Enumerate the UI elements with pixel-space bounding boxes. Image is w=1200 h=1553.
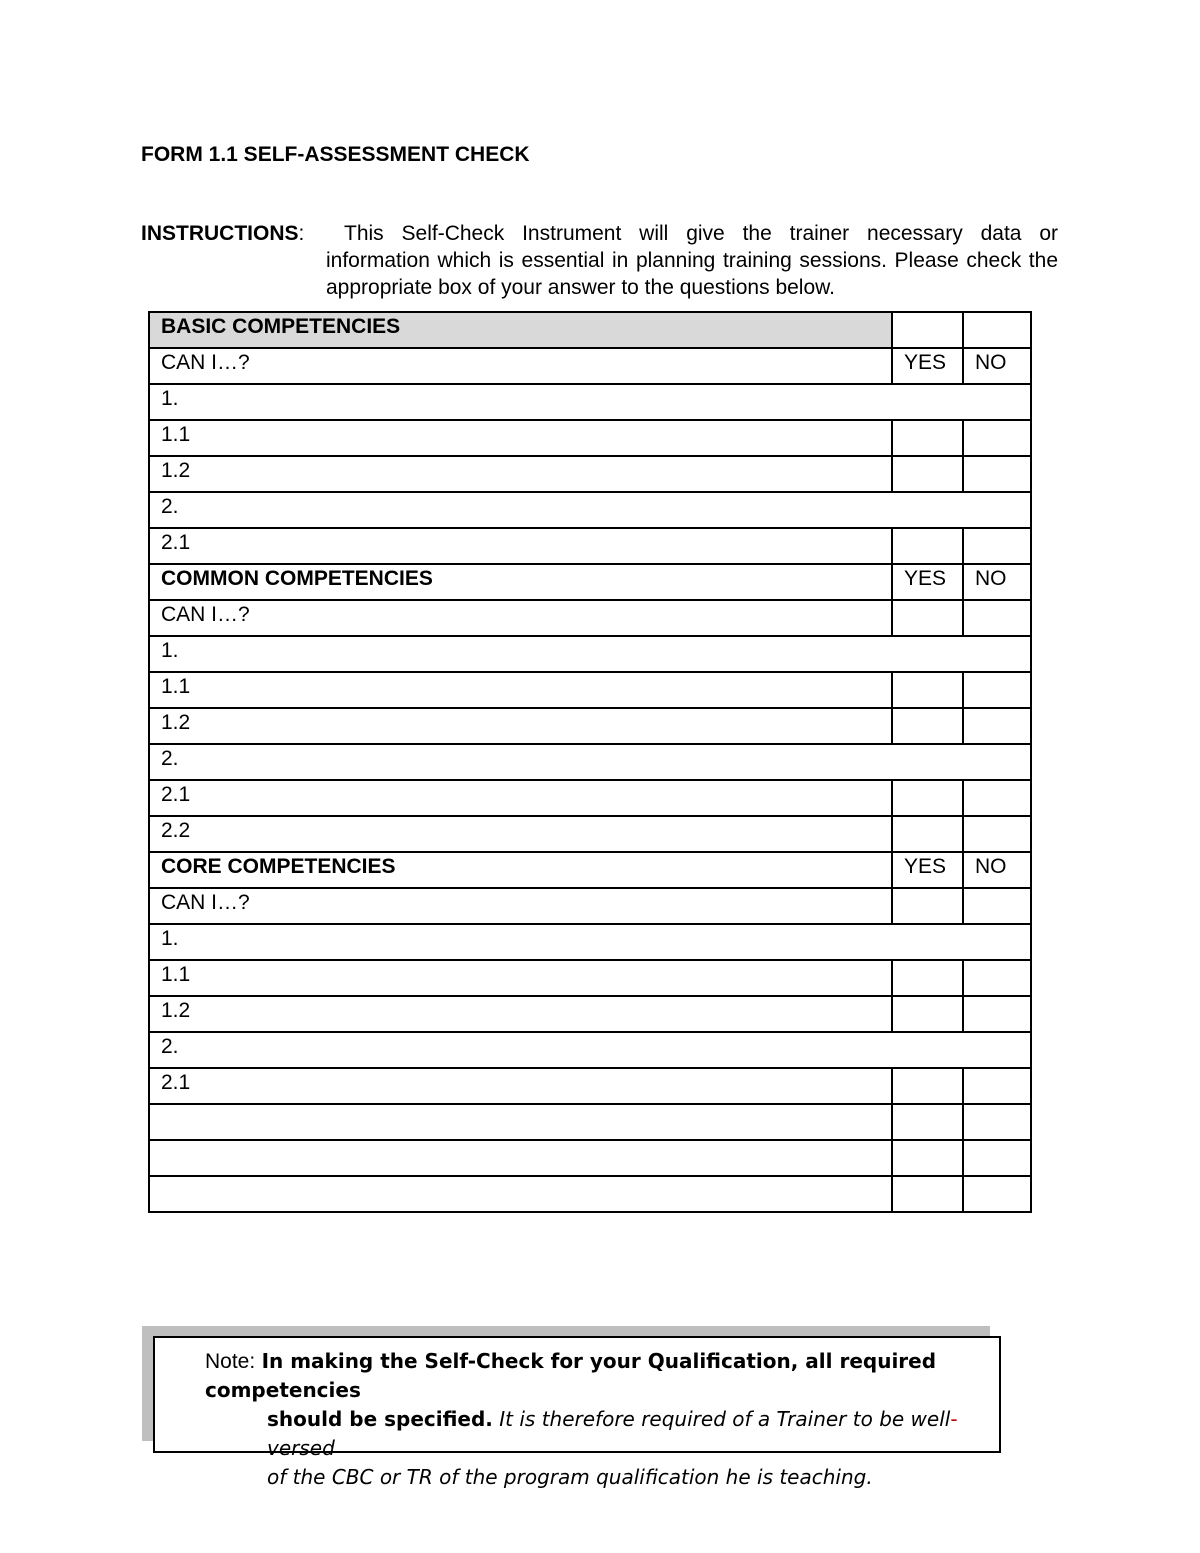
yes-checkbox-cell[interactable] xyxy=(892,780,963,816)
yes-checkbox-cell[interactable] xyxy=(892,1068,963,1104)
can-i-label: CAN I…? xyxy=(149,888,892,924)
table-row-blank xyxy=(149,1104,1031,1140)
table-row xyxy=(149,1068,1031,1104)
no-checkbox-cell[interactable] xyxy=(963,1068,1031,1104)
table-row-blank xyxy=(149,1176,1031,1212)
note-italic-line3: of the CBC or TR of the program qualification he is teaching. xyxy=(267,1465,873,1489)
yes-checkbox-cell[interactable] xyxy=(892,672,963,708)
no-checkbox-cell[interactable] xyxy=(963,312,1031,348)
table-row xyxy=(149,1032,1031,1068)
table-row xyxy=(149,492,1031,528)
note-text xyxy=(205,1347,990,1492)
no-checkbox-cell[interactable] xyxy=(963,960,1031,996)
item-number[interactable]: 1.1 xyxy=(149,960,892,996)
no-checkbox-cell[interactable] xyxy=(963,456,1031,492)
yes-column-label: YES xyxy=(892,564,963,600)
item-number[interactable]: 2. xyxy=(149,1032,1031,1068)
yes-checkbox-cell[interactable] xyxy=(892,996,963,1032)
common-competencies-heading: COMMON COMPETENCIES xyxy=(149,564,892,600)
no-checkbox-cell[interactable] xyxy=(963,780,1031,816)
no-column-label: NO xyxy=(963,348,1031,384)
table-row xyxy=(149,636,1031,672)
item-number[interactable]: 2.2 xyxy=(149,816,892,852)
yes-checkbox-cell[interactable] xyxy=(892,528,963,564)
no-column-label: NO xyxy=(963,852,1031,888)
note-italic-part2: versed xyxy=(267,1436,335,1460)
blank-item-cell[interactable] xyxy=(149,1104,892,1140)
item-number[interactable]: 2. xyxy=(149,492,1031,528)
no-checkbox-cell[interactable] xyxy=(963,816,1031,852)
instructions-colon: : xyxy=(298,222,305,245)
item-number[interactable]: 1.1 xyxy=(149,672,892,708)
table-row xyxy=(149,816,1031,852)
yes-checkbox-cell[interactable] xyxy=(892,816,963,852)
yes-checkbox-cell[interactable] xyxy=(892,420,963,456)
no-checkbox-cell[interactable] xyxy=(963,1104,1031,1140)
yes-checkbox-cell[interactable] xyxy=(892,1140,963,1176)
table-row-blank xyxy=(149,1140,1031,1176)
table-row xyxy=(149,708,1031,744)
core-heading-row xyxy=(149,852,1031,888)
can-i-label: CAN I…? xyxy=(149,600,892,636)
item-number[interactable]: 1.2 xyxy=(149,456,892,492)
item-number[interactable]: 1. xyxy=(149,384,1031,420)
item-number[interactable]: 2.1 xyxy=(149,1068,892,1104)
no-checkbox-cell[interactable] xyxy=(963,1176,1031,1212)
basic-competencies-heading: BASIC COMPETENCIES xyxy=(149,312,892,348)
yes-column-label: YES xyxy=(892,852,963,888)
yes-checkbox-cell[interactable] xyxy=(892,888,963,924)
instructions-label: INSTRUCTIONS xyxy=(141,222,299,245)
yes-column-label: YES xyxy=(892,348,963,384)
yes-checkbox-cell[interactable] xyxy=(892,1176,963,1212)
item-number[interactable]: 1. xyxy=(149,636,1031,672)
no-checkbox-cell[interactable] xyxy=(963,888,1031,924)
item-number[interactable]: 1.2 xyxy=(149,708,892,744)
table-row xyxy=(149,384,1031,420)
can-i-label: CAN I…? xyxy=(149,348,892,384)
table-row xyxy=(149,744,1031,780)
core-can-i-row xyxy=(149,888,1031,924)
basic-can-i-row xyxy=(149,348,1031,384)
no-checkbox-cell[interactable] xyxy=(963,708,1031,744)
basic-heading-row xyxy=(149,312,1031,348)
no-checkbox-cell[interactable] xyxy=(963,996,1031,1032)
item-number[interactable]: 1.2 xyxy=(149,996,892,1032)
note-bold-line2: should be specified. xyxy=(267,1407,493,1431)
note-italic-part1: It is therefore required of a Trainer to be well xyxy=(499,1407,951,1431)
item-number[interactable]: 2.1 xyxy=(149,528,892,564)
item-number[interactable]: 1.1 xyxy=(149,420,892,456)
yes-checkbox-cell[interactable] xyxy=(892,456,963,492)
form-title: FORM 1.1 SELF-ASSESSMENT CHECK xyxy=(141,143,530,166)
instructions xyxy=(141,220,1058,301)
no-checkbox-cell[interactable] xyxy=(963,672,1031,708)
instructions-text: This Self-Check Instrument will give the trainer necessary data or information which is essential in planning training sessions. Please check the appropriate box of your answer to the questions below. xyxy=(326,222,1058,299)
no-checkbox-cell[interactable] xyxy=(963,420,1031,456)
item-number[interactable]: 2.1 xyxy=(149,780,892,816)
yes-checkbox-cell[interactable] xyxy=(892,1104,963,1140)
item-number[interactable]: 2. xyxy=(149,744,1031,780)
no-checkbox-cell[interactable] xyxy=(963,1140,1031,1176)
table-row xyxy=(149,780,1031,816)
yes-checkbox-cell[interactable] xyxy=(892,708,963,744)
item-number[interactable]: 1. xyxy=(149,924,1031,960)
table-row xyxy=(149,672,1031,708)
blank-item-cell[interactable] xyxy=(149,1176,892,1212)
note-bold-line1: In making the Self-Check for your Qualification, all required competencies xyxy=(205,1349,937,1402)
table-row xyxy=(149,456,1031,492)
common-heading-row xyxy=(149,564,1031,600)
table-row xyxy=(149,528,1031,564)
table-row xyxy=(149,960,1031,996)
no-checkbox-cell[interactable] xyxy=(963,600,1031,636)
blank-item-cell[interactable] xyxy=(149,1140,892,1176)
note-line2 xyxy=(205,1405,990,1463)
self-assessment-table xyxy=(148,311,1032,1213)
core-competencies-heading: CORE COMPETENCIES xyxy=(149,852,892,888)
no-column-label: NO xyxy=(963,564,1031,600)
common-can-i-row xyxy=(149,600,1031,636)
yes-checkbox-cell[interactable] xyxy=(892,600,963,636)
table-row xyxy=(149,420,1031,456)
table-row xyxy=(149,924,1031,960)
note-dash: - xyxy=(950,1407,958,1431)
no-checkbox-cell[interactable] xyxy=(963,528,1031,564)
note-label: Note: xyxy=(205,1350,256,1373)
table-row xyxy=(149,996,1031,1032)
yes-checkbox-cell[interactable] xyxy=(892,960,963,996)
yes-checkbox-cell[interactable] xyxy=(892,312,963,348)
